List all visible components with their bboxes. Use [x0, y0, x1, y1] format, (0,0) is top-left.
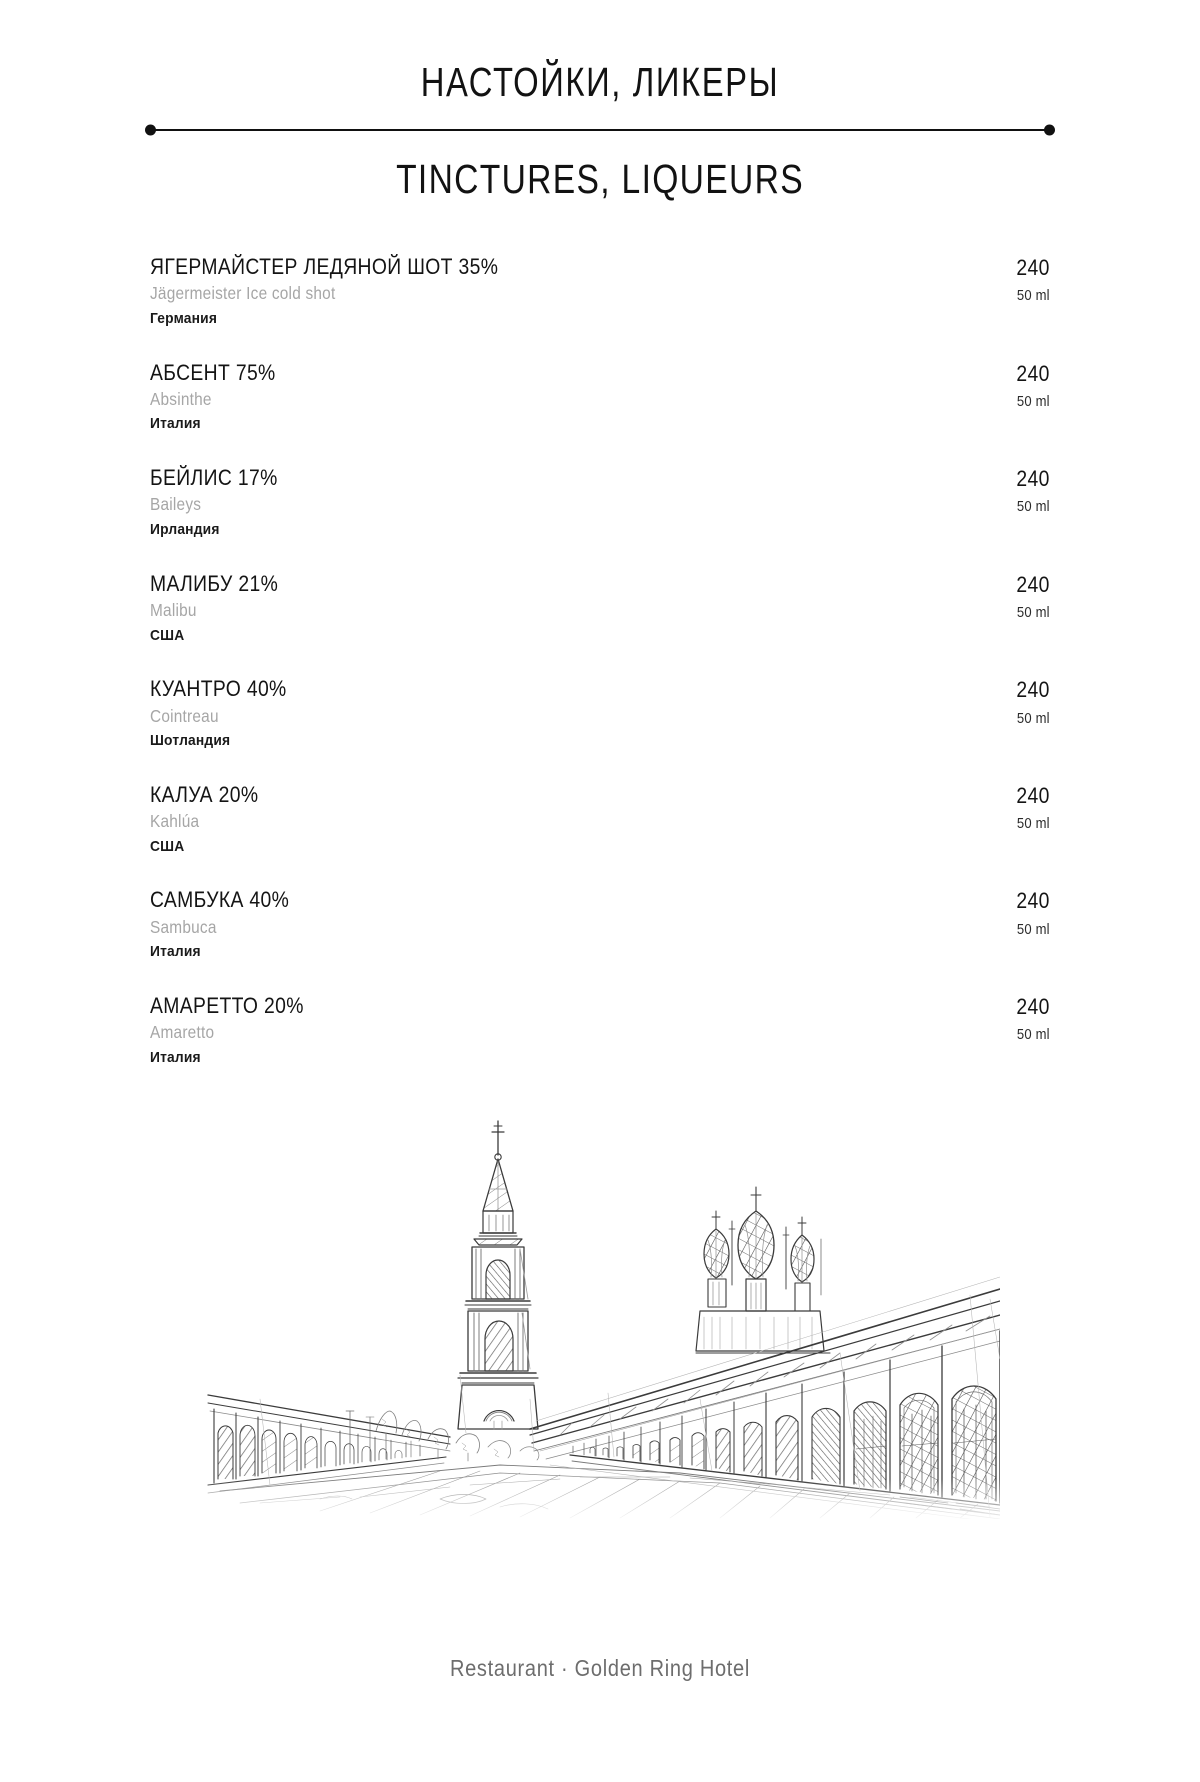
menu-item-details [150, 254, 987, 328]
divider-dot-right [1044, 125, 1055, 136]
menu-item-subtitle: Jägermeister Ice cold shot [150, 283, 336, 304]
menu-item-details [150, 993, 987, 1067]
arcade-sketch-illustration [150, 1089, 1050, 1519]
section-title-en: TINCTURES, LIQUEURS [396, 156, 804, 202]
menu-item-volume: 50 ml [1017, 710, 1050, 727]
menu-item [150, 465, 1050, 539]
menu-item-origin: Ирландия [150, 520, 220, 538]
menu-item-price: 240 [1016, 360, 1050, 386]
menu-item-origin: Германия [150, 309, 218, 327]
menu-item-price: 240 [1016, 255, 1050, 280]
menu-item [150, 360, 1050, 434]
menu-item-volume: 50 ml [1017, 499, 1050, 516]
menu-item-origin: Италия [150, 415, 201, 433]
divider-dot-left [145, 125, 156, 136]
menu-item [150, 254, 1050, 328]
menu-item-volume: 50 ml [1017, 921, 1050, 938]
menu-item-pricing [987, 571, 1050, 621]
menu-item-name: АМАРЕТТО 20% [150, 993, 304, 1019]
menu-item-name: КУАНТРО 40% [150, 676, 287, 702]
header-divider [150, 129, 1050, 131]
menu-item-name: БЕЙЛИС 17% [150, 465, 278, 491]
menu-item-details [150, 887, 987, 961]
menu-item-details [150, 465, 987, 539]
menu-item-name: ЯГЕРМАЙСТЕР ЛЕДЯНОЙ ШОТ 35% [150, 254, 499, 279]
menu-item-details [150, 676, 987, 750]
page-footer [150, 1655, 1050, 1782]
menu-item-volume: 50 ml [1017, 288, 1050, 305]
menu-header [150, 0, 1050, 200]
menu-item [150, 993, 1050, 1067]
menu-item-price: 240 [1016, 994, 1050, 1020]
menu-item-name: МАЛИБУ 21% [150, 570, 279, 596]
menu-item-details [150, 782, 987, 856]
menu-item-price: 240 [1016, 888, 1050, 914]
menu-item-pricing [987, 360, 1050, 410]
menu-item-price: 240 [1016, 782, 1050, 808]
menu-item-pricing [987, 465, 1050, 515]
menu-item-subtitle: Amaretto [150, 1022, 215, 1043]
arcade-sketch-svg [200, 1099, 1000, 1519]
menu-item-pricing [987, 676, 1050, 726]
menu-item-pricing [987, 782, 1050, 832]
menu-item [150, 676, 1050, 750]
menu-item-price: 240 [1016, 571, 1050, 597]
menu-item [150, 571, 1050, 645]
menu-item-origin: США [150, 626, 185, 644]
menu-item-origin: Шотландия [150, 732, 231, 750]
menu-item-name: САМБУКА 40% [150, 887, 290, 913]
left-arcade [208, 1395, 450, 1493]
menu-item-name: АБСЕНТ 75% [150, 359, 276, 385]
menu-item-pricing [987, 254, 1050, 304]
menu-item-details [150, 360, 987, 434]
section-title-ru: НАСТОЙКИ, ЛИКЕРЫ [420, 59, 780, 105]
menu-item [150, 782, 1050, 856]
menu-item-subtitle: Baileys [150, 494, 202, 515]
footer-label: Restaurant · Golden Ring Hotel [449, 1655, 751, 1681]
menu-item-volume: 50 ml [1017, 1027, 1050, 1044]
menu-item-volume: 50 ml [1017, 816, 1050, 833]
menu-item-name: КАЛУА 20% [150, 781, 259, 807]
menu-item-subtitle: Kahlúa [150, 811, 200, 832]
bell-tower [458, 1121, 538, 1429]
menu-item-pricing [987, 993, 1050, 1043]
menu-item-origin: Италия [150, 1048, 201, 1066]
menu-item-subtitle: Absinthe [150, 388, 212, 409]
onion-domes [696, 1187, 830, 1353]
menu-item-subtitle: Malibu [150, 599, 197, 620]
menu-item-origin: США [150, 837, 185, 855]
menu-item-subtitle: Sambuca [150, 916, 217, 937]
menu-item-price: 240 [1016, 677, 1050, 703]
menu-item [150, 887, 1050, 961]
menu-item-subtitle: Cointreau [150, 705, 219, 726]
menu-item-origin: Италия [150, 943, 201, 961]
menu-item-pricing [987, 887, 1050, 937]
menu-item-volume: 50 ml [1017, 393, 1050, 410]
menu-list [150, 254, 1050, 1067]
menu-item-price: 240 [1016, 466, 1050, 492]
menu-item-volume: 50 ml [1017, 604, 1050, 621]
menu-item-details [150, 571, 987, 645]
